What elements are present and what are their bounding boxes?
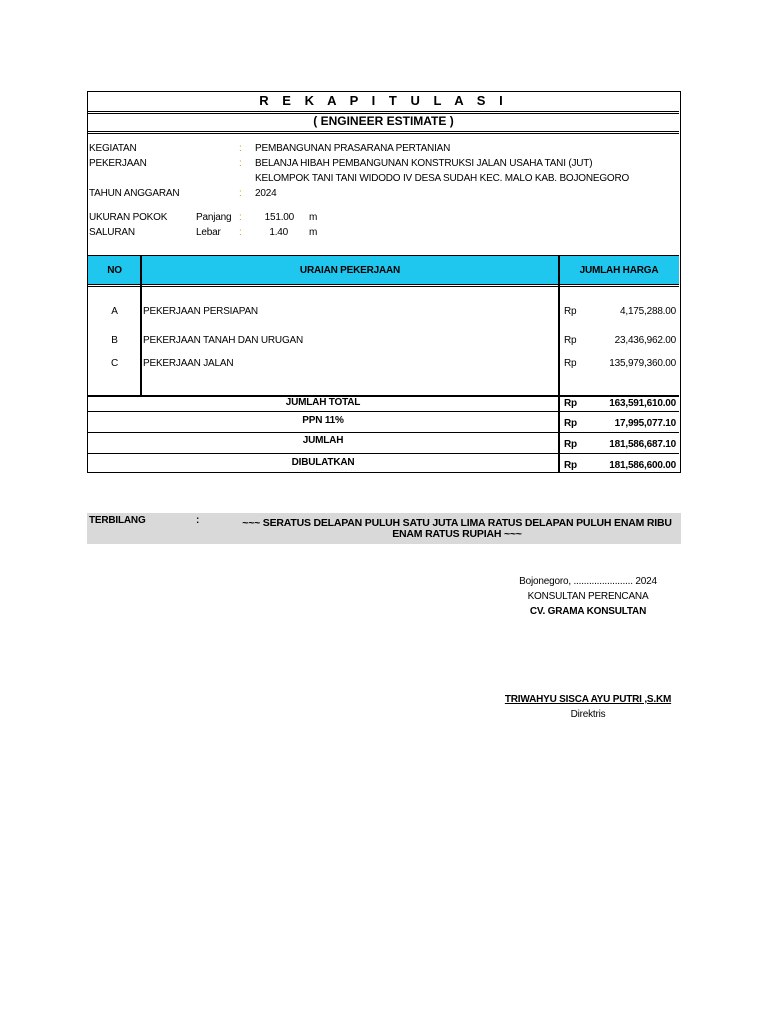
signature-name: TRIWAHYU SISCA AYU PUTRI ,S.KM [504,694,672,705]
pekerjaan-value: BELANJA HIBAH PEMBANGUNAN KONSTRUKSI JALAN USAHA TANI (JUT) [255,158,593,169]
signature-role: KONSULTAN PERENCANA [527,591,649,602]
row-no: B [111,335,118,346]
tahun-label: TAHUN ANGGARAN [89,188,180,199]
signature-place-date: Bojonegoro, ....................... 2024 [519,576,657,587]
row-no: C [110,358,119,369]
jumlah-rp: Rp [564,439,577,450]
lebar-label: Lebar [196,227,221,238]
divider [88,284,679,285]
lebar-unit: m [309,227,318,238]
panjang-unit: m [309,212,318,223]
total-label: JUMLAH TOTAL [285,397,361,408]
dibulatkan-label: DIBULATKAN [291,457,355,468]
dibulatkan-amount: 181,586,600.00 [609,460,676,471]
col-header-no: NO [107,265,122,276]
divider [88,286,679,287]
ukuran-label: UKURAN POKOK [89,212,168,223]
terbilang-text-1: ~~~ SERATUS DELAPAN PULUH SATU JUTA LIMA RATUS DELAPAN PULUH ENAM RIBU [242,517,672,529]
divider [88,453,679,454]
col-separator [140,256,142,396]
divider [88,432,679,433]
terbilang-text-2: ENAM RATUS RUPIAH ~~~ [392,528,522,540]
ppn-label: PPN 11% [302,415,344,426]
pekerjaan-label: PEKERJAAN [89,158,147,169]
jumlah-label: JUMLAH [302,435,344,446]
ppn-rp: Rp [564,418,577,429]
signature-position: Direktris [570,709,606,720]
panjang-colon: : [239,212,242,223]
page-title: R E K A P I T U L A S I [259,93,508,108]
col-header-uraian: URAIAN PEKERJAAN [299,265,401,276]
terbilang-box [87,513,681,544]
ppn-amount: 17,995,077.10 [614,418,676,429]
tahun-value: 2024 [255,188,277,199]
row-uraian: PEKERJAAN TANAH DAN URUGAN [143,335,304,346]
panjang-label: Panjang [196,212,232,223]
tahun-colon: : [239,188,242,199]
row-amount: 23,436,962.00 [614,335,676,346]
recap-table [87,91,681,473]
saluran-label: SALURAN [89,227,135,238]
row-rp: Rp [564,335,577,346]
row-uraian: PEKERJAAN JALAN [143,358,234,369]
row-amount: 135,979,360.00 [609,358,676,369]
terbilang-label: TERBILANG [89,515,146,526]
row-rp: Rp [564,358,577,369]
pekerjaan-colon: : [239,158,242,169]
row-uraian: PEKERJAAN PERSIAPAN [143,306,258,317]
dibulatkan-rp: Rp [564,460,577,471]
row-no: A [111,306,118,317]
terbilang-colon: : [196,515,200,526]
kegiatan-colon: : [239,143,242,154]
kegiatan-label: KEGIATAN [89,143,137,154]
total-amount: 163,591,610.00 [609,398,676,409]
page-subtitle: ( ENGINEER ESTIMATE ) [313,114,454,128]
col-header-jumlah: JUMLAH HARGA [579,265,659,276]
row-rp: Rp [564,306,577,317]
signature-company: CV. GRAMA KONSULTAN [529,606,647,617]
lebar-colon: : [239,227,242,238]
kegiatan-value: PEMBANGUNAN PRASARANA PERTANIAN [255,143,451,154]
col-separator [558,256,560,473]
jumlah-amount: 181,586,687.10 [609,439,676,450]
row-amount: 4,175,288.00 [620,306,676,317]
divider [88,411,679,412]
divider [88,133,679,134]
pekerjaan-value-2: KELOMPOK TANI TANI WIDODO IV DESA SUDAH KEC. MALO KAB. BOJONEGORO [255,173,630,184]
lebar-value: 1.40 [269,227,288,238]
panjang-value: 151.00 [264,212,294,223]
divider [88,131,679,132]
divider [88,111,679,112]
total-rp: Rp [564,398,577,409]
